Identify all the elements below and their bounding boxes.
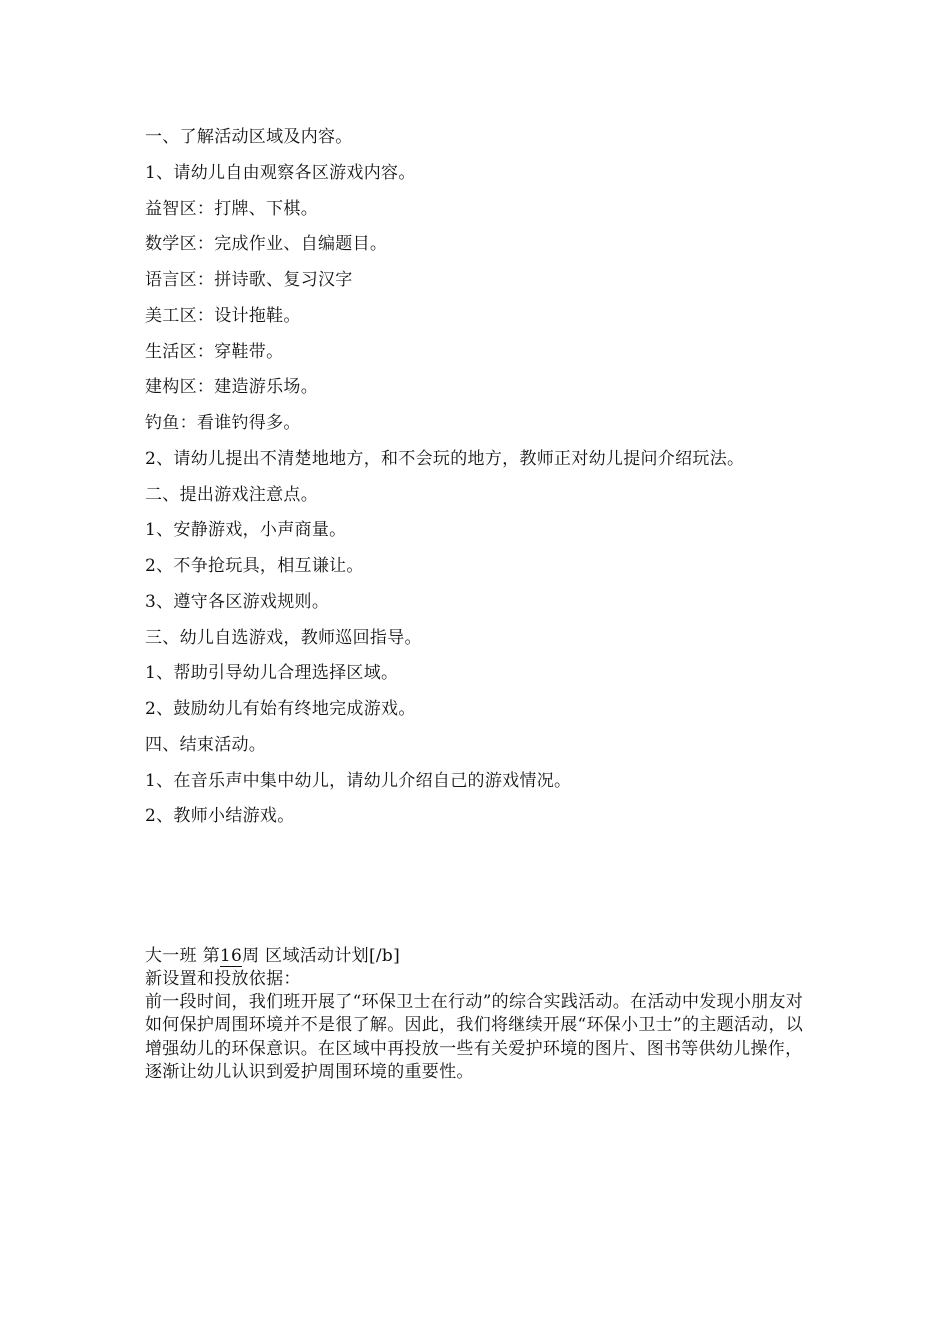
step-line: 1、请幼儿自由观察各区游戏内容。 (145, 162, 416, 183)
step-line: 1、帮助引导幼儿合理选择区域。 (145, 663, 399, 684)
step-line: 语言区：拼诗歌、复习汉字 (145, 270, 353, 290)
step-line: 四、结束活动。 (145, 734, 267, 755)
step-line: 1、安静游戏，小声商量。 (145, 520, 347, 541)
step-line: 生活区：穿鞋带。 (145, 341, 284, 362)
step-line: 益智区：打牌、下棋。 (145, 198, 318, 219)
step-line: 2、请幼儿提出不清楚地地方，和不会玩的地方，教师正对幼儿提问介绍玩法。 (145, 448, 745, 469)
basis-label: 新设置和投放依据： (145, 969, 301, 989)
basis-paragraph: 前一段时间，我们班开展了“环保卫士在行动”的综合实践活动。在活动中发现小朋友对如何保护周围环境并不是很了解。因此，我们将继续开展“环保小卫士”的主题活动，以增强幼儿的环保意识。在区域中再投放一些有关爱护环境的图片、图书等供幼儿操作，逐渐让幼儿认识到爱护周围环境的重要性。 (145, 992, 804, 1082)
step-line: 数学区：完成作业、自编题目。 (145, 234, 388, 255)
plan-title-prefix: 大一班 第 (145, 946, 220, 966)
plan-title-suffix: 周 区域活动计划[/b] (242, 946, 401, 966)
step-line: 2、鼓励幼儿有始有终地完成游戏。 (145, 699, 416, 719)
step-line: 美工区：设计拖鞋。 (145, 305, 301, 326)
step-line: 建构区：建造游乐场。 (145, 377, 318, 398)
step-line: 2、不争抢玩具，相互谦让。 (145, 556, 364, 576)
step-line: 三、幼儿自选游戏，教师巡回指导。 (145, 627, 422, 648)
step-line: 一、了解活动区域及内容。 (145, 127, 353, 147)
step-line: 1、在音乐声中集中幼儿，请幼儿介绍自己的游戏情况。 (145, 770, 572, 791)
step-line: 二、提出游戏注意点。 (145, 484, 318, 505)
step-line: 3、遵守各区游戏规则。 (145, 591, 330, 612)
step-line: 钓鱼：看谁钓得多。 (145, 413, 301, 433)
step-line: 2、教师小结游戏。 (145, 806, 295, 827)
week-number: 16 (219, 946, 243, 966)
plan-title (145, 945, 400, 967)
